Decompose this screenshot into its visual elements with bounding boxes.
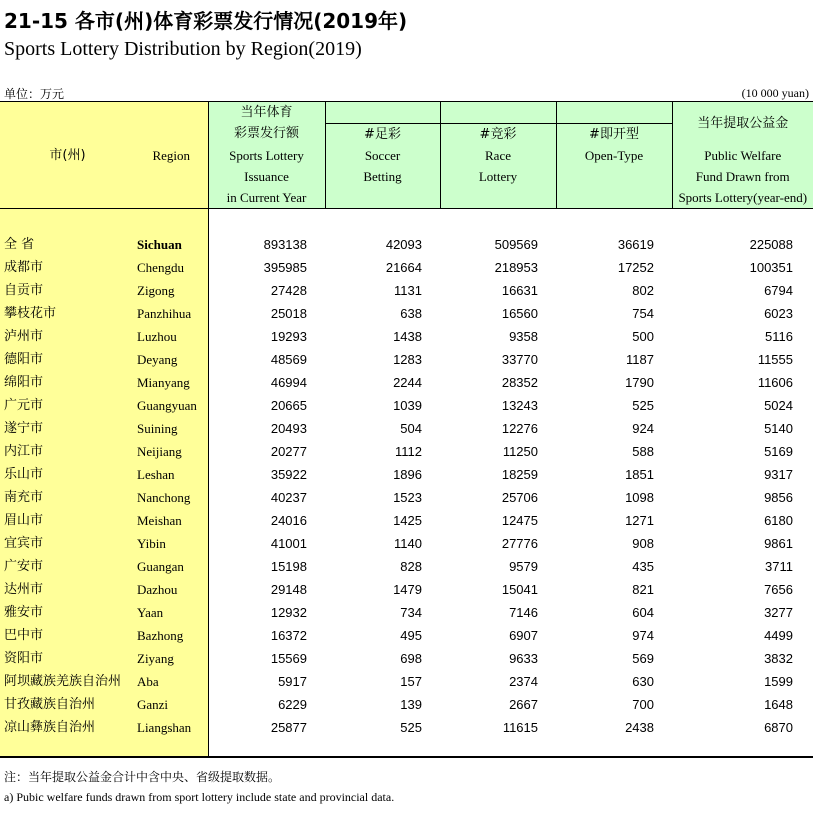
table-row xyxy=(0,647,813,670)
region-name-cn: 南充市 xyxy=(0,486,135,509)
lottery-table xyxy=(0,101,813,758)
open-type-cell: 1790 xyxy=(625,374,654,390)
region-name-cn: 全 省 xyxy=(0,233,135,256)
footnote-cn: 注：当年提取公益金合计中含中央、省级提取数据。 xyxy=(4,770,281,784)
welfare-cell: 9861 xyxy=(764,535,793,551)
welfare-cell: 11555 xyxy=(757,351,793,367)
soccer-cell: 828 xyxy=(400,558,422,574)
region-name-cn: 宜宾市 xyxy=(0,532,135,555)
region-name-en: Aba xyxy=(135,670,208,693)
issuance-cell: 12932 xyxy=(270,604,307,620)
open-type-cell: 588 xyxy=(632,443,654,459)
race-cell: 18259 xyxy=(501,466,538,482)
issuance-header-en-1: Sports Lottery xyxy=(208,145,325,166)
issuance-cell: 20665 xyxy=(270,397,307,413)
region-name-cn: 乐山市 xyxy=(0,463,135,486)
race-cell: 7146 xyxy=(509,604,538,620)
welfare-cell: 5169 xyxy=(764,443,793,459)
race-cell: 13243 xyxy=(501,397,538,413)
issuance-cell: 20277 xyxy=(270,443,307,459)
issuance-cell: 395985 xyxy=(263,259,307,275)
table-row xyxy=(0,279,813,302)
open-type-cell: 821 xyxy=(632,581,654,597)
region-name-en: Nanchong xyxy=(135,486,208,509)
issuance-cell: 40237 xyxy=(270,489,307,505)
table-row xyxy=(0,325,813,348)
open-type-cell: 974 xyxy=(632,627,654,643)
table-row xyxy=(0,670,813,693)
region-name-en: Ziyang xyxy=(135,647,208,670)
welfare-header-en-2: Fund Drawn from xyxy=(672,166,813,187)
region-name-en: Guangyuan xyxy=(135,394,208,417)
open-type-cell: 604 xyxy=(632,604,654,620)
open-type-cell: 2438 xyxy=(625,719,654,735)
race-cell: 9358 xyxy=(509,328,538,344)
race-header-en-2: Lottery xyxy=(440,166,556,187)
open-type-cell: 1187 xyxy=(626,351,654,367)
race-header-cn: #竞彩 xyxy=(440,123,556,145)
issuance-cell: 19293 xyxy=(270,328,307,344)
welfare-cell: 4499 xyxy=(764,627,793,643)
region-name-cn: 资阳市 xyxy=(0,647,135,670)
table-row xyxy=(0,348,813,371)
region-name-en: Liangshan xyxy=(135,716,208,739)
race-cell: 2667 xyxy=(509,696,538,712)
issuance-cell: 29148 xyxy=(270,581,307,597)
race-cell: 25706 xyxy=(501,489,538,505)
soccer-cell: 638 xyxy=(400,305,422,321)
soccer-cell: 1039 xyxy=(393,397,422,413)
race-cell: 15041 xyxy=(501,581,538,597)
table-row xyxy=(0,440,813,463)
welfare-cell: 9856 xyxy=(764,489,793,505)
table-row xyxy=(0,486,813,509)
region-name-cn: 甘孜藏族自治州 xyxy=(0,693,135,716)
table-row xyxy=(0,302,813,325)
soccer-cell: 1438 xyxy=(393,328,422,344)
race-cell: 6907 xyxy=(509,627,538,643)
open-type-cell: 1098 xyxy=(625,489,654,505)
footnote-en: a) Pubic welfare funds drawn from sport lottery include state and provincial data. xyxy=(4,790,395,804)
region-name-cn: 攀枝花市 xyxy=(0,302,135,325)
open-type-cell: 630 xyxy=(632,673,654,689)
welfare-cell: 3832 xyxy=(764,650,793,666)
welfare-cell: 1648 xyxy=(764,696,793,712)
open-type-cell: 17252 xyxy=(617,259,654,275)
race-header-en-1: Race xyxy=(440,145,556,166)
issuance-cell: 25018 xyxy=(270,305,307,321)
region-name-en: Guangan xyxy=(135,555,208,578)
race-cell: 28352 xyxy=(501,374,538,390)
region-name-en: Yaan xyxy=(135,601,208,624)
soccer-cell: 21664 xyxy=(385,259,422,275)
open-type-cell: 802 xyxy=(632,282,654,298)
soccer-cell: 504 xyxy=(400,420,422,436)
region-name-en: Ganzi xyxy=(135,693,208,716)
table-row xyxy=(0,555,813,578)
issuance-cell: 6229 xyxy=(278,696,307,712)
issuance-cell: 20493 xyxy=(270,420,307,436)
open-header-en: Open-Type xyxy=(556,145,672,166)
race-cell: 16560 xyxy=(501,305,538,321)
region-name-cn: 巴中市 xyxy=(0,624,135,647)
region-name-cn: 阿坝藏族羌族自治州 xyxy=(0,670,135,693)
unit-label-en: (10 000 yuan) xyxy=(741,86,809,100)
soccer-header-cn: #足彩 xyxy=(325,123,440,145)
region-name-en: Yibin xyxy=(135,532,208,555)
welfare-cell: 7656 xyxy=(764,581,793,597)
table-row xyxy=(0,509,813,532)
region-name-en: Leshan xyxy=(135,463,208,486)
welfare-cell: 9317 xyxy=(764,466,793,482)
welfare-cell: 6180 xyxy=(764,512,793,528)
region-name-cn: 成都市 xyxy=(0,256,135,279)
region-name-en: Zigong xyxy=(135,279,208,302)
race-cell: 11250 xyxy=(502,443,538,459)
issuance-cell: 35922 xyxy=(270,466,307,482)
region-name-en: Luzhou xyxy=(135,325,208,348)
race-cell: 509569 xyxy=(494,236,538,252)
welfare-header-en-3: Sports Lottery(year-end) xyxy=(672,187,813,209)
race-cell: 27776 xyxy=(501,535,538,551)
issuance-header-cn-2: 彩票发行额 xyxy=(208,123,325,145)
open-type-cell: 700 xyxy=(632,696,654,712)
soccer-cell: 495 xyxy=(400,627,422,643)
open-type-cell: 1851 xyxy=(625,466,654,482)
open-header-cn: #即开型 xyxy=(556,123,672,145)
city-header: 市(州) xyxy=(0,145,135,166)
soccer-cell: 1479 xyxy=(393,581,422,597)
race-cell: 2374 xyxy=(509,673,538,689)
soccer-cell: 1896 xyxy=(393,466,422,482)
region-name-en: Bazhong xyxy=(135,624,208,647)
region-name-cn: 泸州市 xyxy=(0,325,135,348)
region-name-cn: 雅安市 xyxy=(0,601,135,624)
region-name-cn: 遂宁市 xyxy=(0,417,135,440)
region-name-cn: 自贡市 xyxy=(0,279,135,302)
welfare-cell: 6794 xyxy=(764,282,793,298)
issuance-cell: 41001 xyxy=(270,535,307,551)
soccer-cell: 139 xyxy=(400,696,422,712)
issuance-cell: 46994 xyxy=(270,374,307,390)
open-type-cell: 1271 xyxy=(625,512,654,528)
open-type-cell: 36619 xyxy=(617,236,654,252)
open-type-cell: 500 xyxy=(632,328,654,344)
region-name-cn: 德阳市 xyxy=(0,348,135,371)
race-cell: 218953 xyxy=(494,259,538,275)
issuance-header-en-3: in Current Year xyxy=(208,187,325,209)
welfare-cell: 3711 xyxy=(765,558,793,574)
issuance-cell: 15569 xyxy=(270,650,307,666)
welfare-cell: 5116 xyxy=(765,328,793,344)
region-name-en: Panzhihua xyxy=(135,302,208,325)
region-name-en: Suining xyxy=(135,417,208,440)
region-name-cn: 凉山彝族自治州 xyxy=(0,716,135,739)
issuance-cell: 25877 xyxy=(270,719,307,735)
region-name-en: Dazhou xyxy=(135,578,208,601)
welfare-cell: 11606 xyxy=(757,374,793,390)
race-cell: 9579 xyxy=(509,558,538,574)
open-type-cell: 569 xyxy=(632,650,654,666)
welfare-header-cn: 当年提取公益金 xyxy=(672,102,813,145)
table-row xyxy=(0,716,813,739)
soccer-cell: 42093 xyxy=(385,236,422,252)
race-cell: 12276 xyxy=(501,420,538,436)
open-type-cell: 754 xyxy=(632,305,654,321)
region-name-en: Sichuan xyxy=(135,233,208,256)
table-row xyxy=(0,394,813,417)
soccer-cell: 1131 xyxy=(394,282,422,298)
race-cell: 33770 xyxy=(501,351,538,367)
table-row xyxy=(0,463,813,486)
region-name-cn: 达州市 xyxy=(0,578,135,601)
soccer-cell: 734 xyxy=(400,604,422,620)
soccer-header-en-1: Soccer xyxy=(325,145,440,166)
soccer-cell: 2244 xyxy=(393,374,422,390)
soccer-cell: 1140 xyxy=(394,535,422,551)
issuance-cell: 5917 xyxy=(278,673,307,689)
welfare-cell: 3277 xyxy=(764,604,793,620)
region-name-en: Deyang xyxy=(135,348,208,371)
table-row xyxy=(0,578,813,601)
region-header: Region xyxy=(135,145,208,166)
welfare-cell: 225088 xyxy=(749,236,793,252)
region-name-cn: 广元市 xyxy=(0,394,135,417)
soccer-cell: 698 xyxy=(400,650,422,666)
welfare-header-en-1: Public Welfare xyxy=(672,145,813,166)
table-row xyxy=(0,624,813,647)
table-row xyxy=(0,532,813,555)
issuance-header-cn-1: 当年体育 xyxy=(208,102,325,124)
region-name-en: Meishan xyxy=(135,509,208,532)
table-body xyxy=(0,208,813,757)
table-row xyxy=(0,371,813,394)
welfare-cell: 5140 xyxy=(764,420,793,436)
welfare-cell: 5024 xyxy=(764,397,793,413)
table-header xyxy=(0,102,813,209)
welfare-cell: 100351 xyxy=(749,259,793,275)
table-row xyxy=(0,601,813,624)
region-name-en: Chengdu xyxy=(135,256,208,279)
region-name-en: Mianyang xyxy=(135,371,208,394)
issuance-cell: 24016 xyxy=(270,512,307,528)
welfare-cell: 6023 xyxy=(764,305,793,321)
region-name-cn: 眉山市 xyxy=(0,509,135,532)
race-cell: 16631 xyxy=(501,282,538,298)
region-name-cn: 绵阳市 xyxy=(0,371,135,394)
table-row xyxy=(0,693,813,716)
issuance-cell: 48569 xyxy=(270,351,307,367)
soccer-cell: 1425 xyxy=(393,512,422,528)
soccer-cell: 1523 xyxy=(393,489,422,505)
issuance-cell: 16372 xyxy=(270,627,307,643)
open-type-cell: 908 xyxy=(632,535,654,551)
table-row xyxy=(0,233,813,256)
soccer-cell: 157 xyxy=(400,673,422,689)
region-name-cn: 广安市 xyxy=(0,555,135,578)
race-cell: 11615 xyxy=(502,719,538,735)
issuance-cell: 15198 xyxy=(270,558,307,574)
page-title-en: Sports Lottery Distribution by Region(2019) xyxy=(4,38,362,60)
welfare-cell: 6870 xyxy=(764,719,793,735)
open-type-cell: 435 xyxy=(632,558,654,574)
issuance-header-en-2: Issuance xyxy=(208,166,325,187)
issuance-cell: 893138 xyxy=(263,236,307,252)
race-cell: 9633 xyxy=(509,650,538,666)
soccer-cell: 1283 xyxy=(393,351,422,367)
soccer-cell: 525 xyxy=(400,719,422,735)
soccer-header-en-2: Betting xyxy=(325,166,440,187)
region-name-en: Neijiang xyxy=(135,440,208,463)
race-cell: 12475 xyxy=(501,512,538,528)
unit-label-cn: 单位：万元 xyxy=(4,87,65,101)
table-row xyxy=(0,417,813,440)
page-title-cn: 21-15 各市(州)体育彩票发行情况(2019年) xyxy=(4,9,408,33)
soccer-cell: 1112 xyxy=(395,443,422,459)
open-type-cell: 525 xyxy=(632,397,654,413)
issuance-cell: 27428 xyxy=(270,282,307,298)
open-type-cell: 924 xyxy=(632,420,654,436)
region-name-cn: 内江市 xyxy=(0,440,135,463)
table-row xyxy=(0,256,813,279)
welfare-cell: 1599 xyxy=(764,673,793,689)
